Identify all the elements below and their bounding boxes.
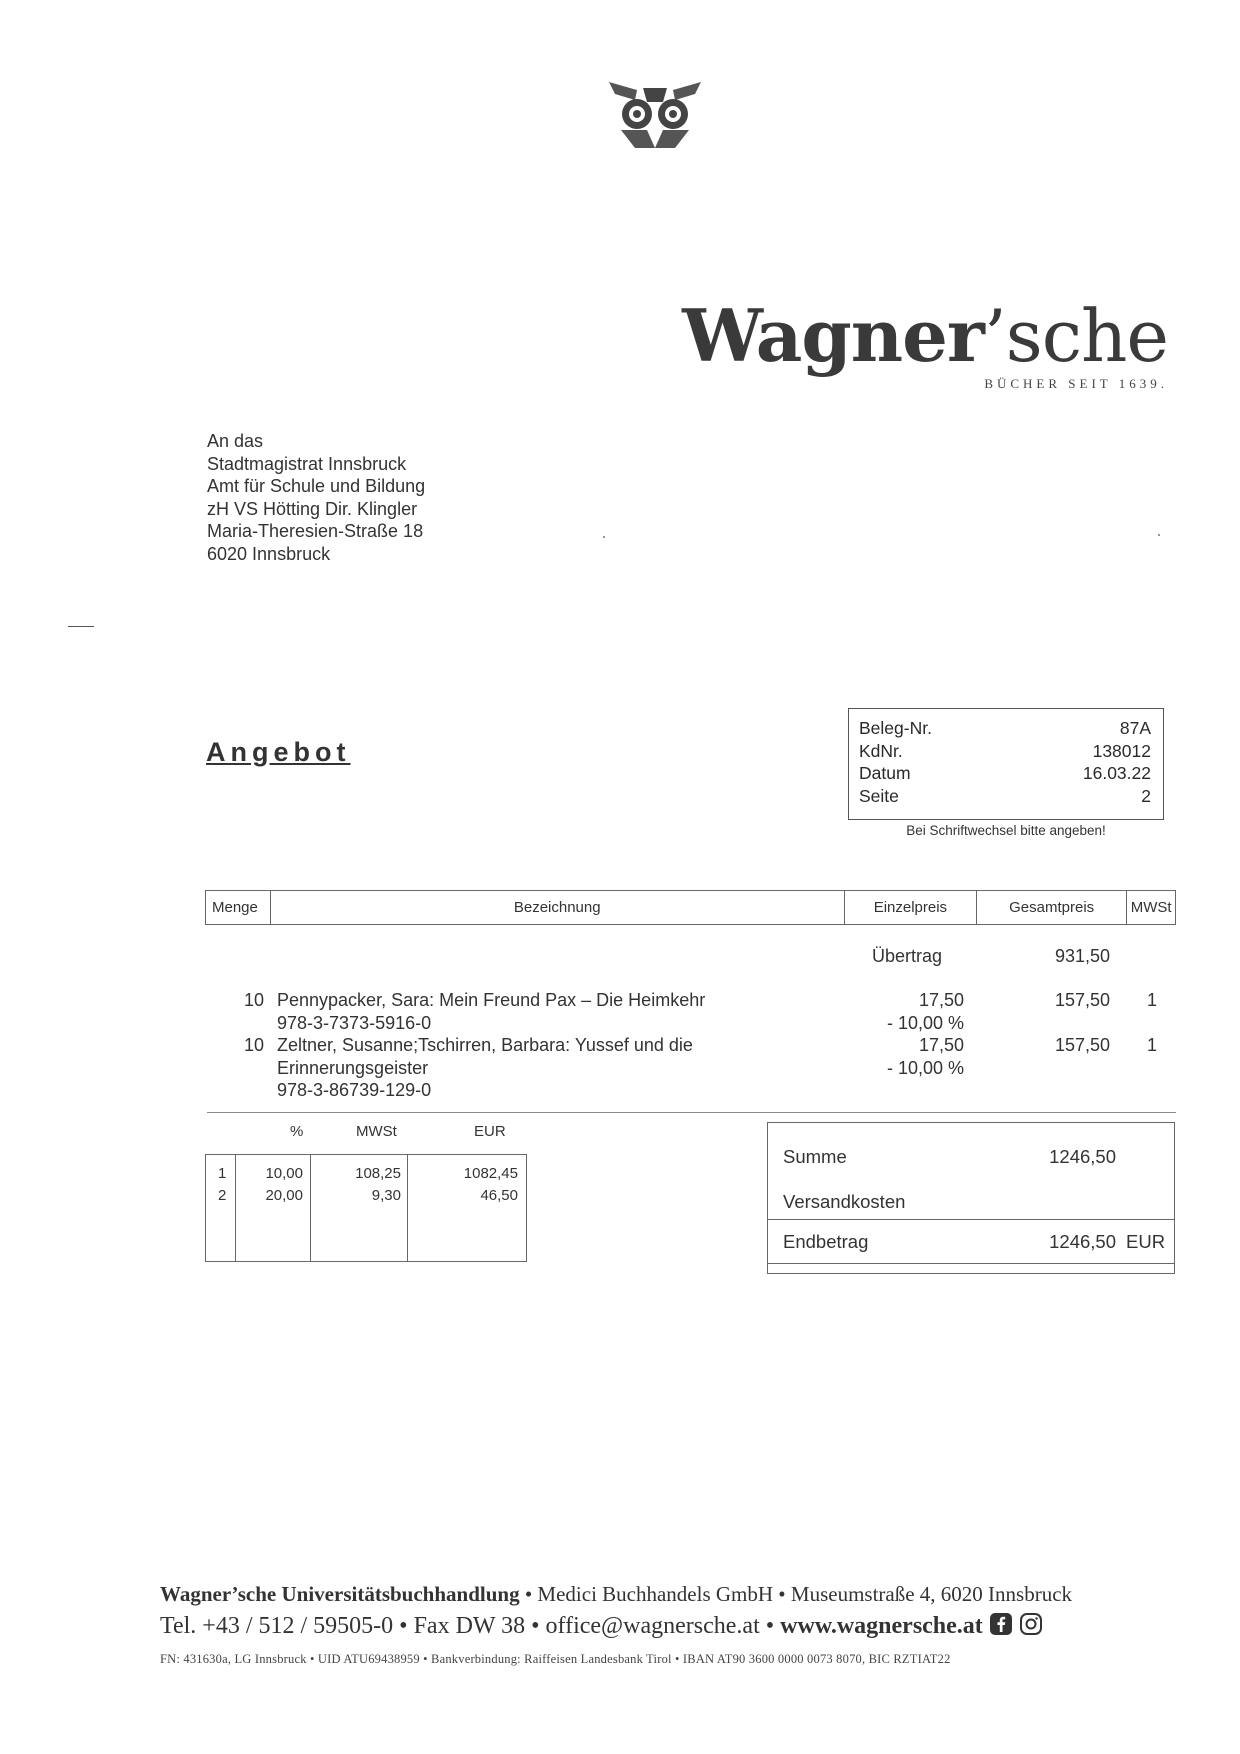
meta-label: KdNr.: [859, 740, 903, 761]
facebook-icon[interactable]: [989, 1612, 1013, 1636]
carry-over-value: 931,50: [1054, 946, 1110, 966]
tax-header-eur: EUR: [474, 1123, 506, 1140]
meta-row-kdnr: [859, 740, 1151, 763]
header-unit-price: Einzelpreis: [845, 891, 977, 924]
item-vat: 1: [1146, 1035, 1157, 1055]
instagram-icon[interactable]: [1019, 1612, 1043, 1636]
item-discount: - 10,00 %: [886, 1058, 964, 1078]
tax-col-divider: [310, 1155, 311, 1261]
final-value: 1246,50: [1049, 1231, 1116, 1252]
meta-label: Beleg-Nr.: [859, 718, 932, 738]
sum-value: 1246,50: [1049, 1146, 1116, 1167]
tax-col-divider: [407, 1155, 408, 1261]
tax-code: 1: [218, 1165, 227, 1182]
address-line: Maria-Theresien-Straße 18: [207, 521, 424, 541]
items-table-header: [205, 890, 1176, 925]
item-unit-price: 17,50: [918, 990, 964, 1010]
footer-contact: [160, 1612, 1043, 1640]
totals-bottom-rule: [768, 1263, 1174, 1264]
item-unit-price: 17,50: [918, 1035, 964, 1055]
shipping-label: Versandkosten: [783, 1191, 906, 1212]
fold-mark: [68, 626, 94, 627]
header-total-price: Gesamtpreis: [977, 891, 1127, 924]
header-desc: Bezeichnung: [271, 891, 845, 924]
footer-contact-details: Tel. +43 / 512 / 59505-0 • Fax DW 38 • office@wagnersche.at •: [160, 1613, 781, 1639]
brand-tagline: BÜCHER SEIT 1639.: [984, 376, 1168, 391]
item-vat: 1: [1146, 990, 1157, 1010]
header-qty: Menge: [206, 891, 271, 924]
tax-pct: 10,00: [265, 1165, 303, 1182]
tax-header-pct: %: [290, 1123, 304, 1140]
footer-company-details: • Medici Buchhandels GmbH • Museumstraße 4, 6020 Innsbruck: [519, 1582, 1073, 1606]
meta-value: 2: [1141, 785, 1151, 806]
item-qty: 10: [243, 990, 264, 1010]
scan-dot: [1158, 534, 1160, 536]
meta-row-datum: [859, 762, 1151, 785]
meta-note: Bei Schriftwechsel bitte angeben!: [906, 823, 1106, 838]
tax-col-divider: [235, 1155, 236, 1261]
item-total: 157,50: [1054, 1035, 1110, 1055]
meta-row-beleg: [859, 717, 1151, 740]
item-desc: Zeltner, Susanne;Tschirren, Barbara: Yussef und die: [277, 1035, 693, 1055]
footer-legal: FN: 431630a, LG Innsbruck • UID ATU69438959 • Bankverbindung: Raiffeisen Landesbank Tirol • IBAN AT90 3600 0000 0073 8070, BIC RZTIAT22: [160, 1652, 951, 1666]
totals-box: [767, 1122, 1175, 1274]
address-line: Stadtmagistrat Innsbruck: [207, 453, 407, 474]
brand-wordmark: [682, 293, 1168, 392]
item-desc: Pennypacker, Sara: Mein Freund Pax – Die Heimkehr: [277, 990, 706, 1010]
item-qty: 10: [243, 1035, 264, 1055]
brand-name-light: ’sche: [983, 294, 1168, 378]
tax-code: 2: [218, 1187, 227, 1204]
footer-company-name: Wagner’sche Universitätsbuchhandlung: [160, 1582, 520, 1606]
scan-dot: [603, 536, 605, 538]
final-label: Endbetrag: [783, 1231, 869, 1252]
item-discount: - 10,00 %: [886, 1013, 964, 1033]
tax-pct: 20,00: [265, 1187, 303, 1204]
recipient-address: [207, 430, 425, 565]
brand-name-bold: Wagner: [682, 293, 984, 378]
item-isbn: 978-3-7373-5916-0: [277, 1013, 432, 1033]
meta-label: Seite: [859, 785, 899, 806]
sum-label: Summe: [783, 1146, 847, 1167]
header-vat: MWSt: [1130, 899, 1172, 916]
address-line: 6020 Innsbruck: [207, 543, 331, 564]
meta-value: 16.03.22: [1082, 763, 1151, 783]
tax-eur: 1082,45: [463, 1165, 518, 1182]
tax-table: [205, 1154, 527, 1262]
totals-divider: [768, 1219, 1174, 1220]
tax-header-vat: MWSt: [356, 1123, 397, 1140]
meta-value: 138012: [1092, 740, 1151, 761]
item-total: 157,50: [1054, 990, 1110, 1010]
address-line: zH VS Hötting Dir. Klingler: [207, 498, 418, 519]
wagner-owl-logo: [607, 80, 703, 150]
meta-value: 87A: [1119, 718, 1151, 738]
item-isbn: 978-3-86739-129-0: [277, 1080, 432, 1100]
address-line: An das: [207, 431, 264, 451]
footer-website-link[interactable]: www.wagnersche.at: [780, 1613, 983, 1639]
document-meta-box: [848, 708, 1164, 820]
document-title: Angebot: [206, 737, 351, 767]
meta-label: Datum: [859, 763, 911, 783]
tax-vat: 108,25: [355, 1165, 401, 1182]
tax-vat: 9,30: [371, 1187, 401, 1204]
address-line: Amt für Schule und Bildung: [207, 476, 426, 496]
tax-eur: 46,50: [480, 1187, 518, 1204]
meta-row-seite: [859, 785, 1151, 808]
final-currency: EUR: [1126, 1231, 1166, 1252]
item-desc-cont: Erinnerungsgeister: [277, 1058, 429, 1078]
footer-company: [160, 1582, 1145, 1607]
carry-over-label: Übertrag: [872, 946, 943, 966]
brand-name: [682, 293, 1168, 378]
items-divider: [207, 1112, 1176, 1113]
